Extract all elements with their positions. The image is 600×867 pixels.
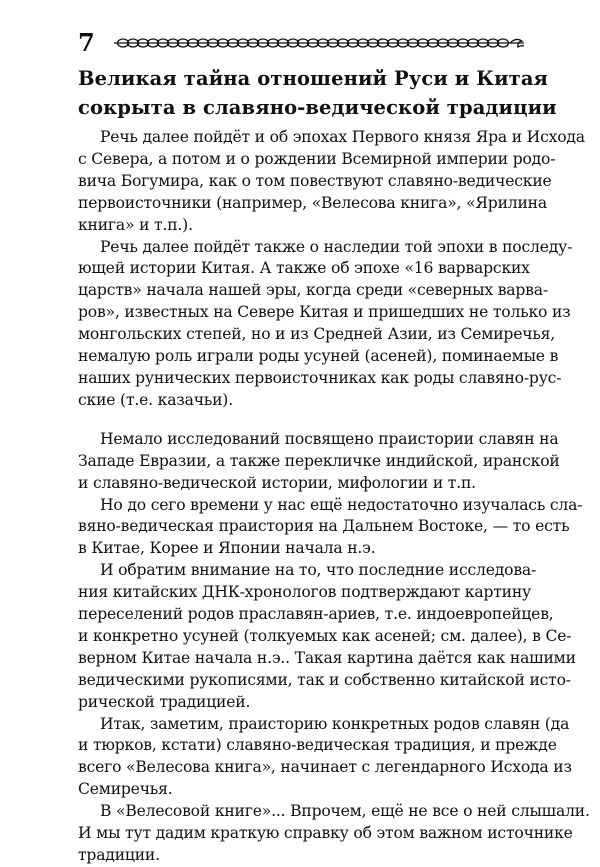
text-line: книга» и т.п.). — [78, 215, 193, 234]
text-line: царств» начала нашей эры, когда среди «северных варва- — [78, 281, 548, 300]
paragraph — [78, 495, 583, 561]
body-text — [78, 127, 590, 867]
text-line: Речь далее пойдёт и об эпохах Первого князя Яра и Исхода — [100, 128, 585, 146]
paragraph — [78, 801, 590, 867]
text-line: и тюрков, кстати) славяно-ведическая традиция, и прежде — [78, 736, 557, 755]
text-line: Западе Евразии, а также перекличке индийской, иранской — [78, 451, 560, 470]
page-number: 7 — [78, 28, 95, 57]
text-line: и конкретно усуней (толкуемых как асеней; см. далее), в Се- — [78, 626, 572, 645]
text-line: Итак, заметим, праисторию конкретных родов славян (да — [100, 714, 570, 733]
decorative-ornament — [112, 35, 526, 51]
text-line: традиции. — [78, 846, 160, 864]
text-line: ния китайских ДНК-хронологов подтверждают картину — [78, 583, 532, 602]
text-line: В «Велесовой книге»... Впрочем, ещё не все о ней слышали. — [100, 802, 590, 821]
text-line: рической традицией. — [78, 692, 251, 711]
paragraph — [78, 237, 573, 412]
text-line: верном Китае начала н.э.. Такая картина даётся как нашими — [78, 648, 576, 667]
text-line: и славяно-ведической истории, мифологии и т.п. — [78, 473, 476, 492]
text-line: всего «Велесова книга», начинает с легендарного Исхода из — [78, 758, 572, 777]
text-line: первоисточники (например, «Велесова книга», «Ярилина — [78, 193, 547, 212]
chapter-title — [78, 64, 557, 122]
text-line: наших рунических первоисточниках как роды славяно-рус- — [78, 368, 562, 387]
text-line: ющей истории Китая. А также об эпохе «16 варварских — [78, 259, 530, 278]
text-line: с Севера, а потом и о рождении Всемирной империи родо- — [78, 149, 556, 168]
text-line: ведическими рукописями, так и собственно китайской исто- — [78, 670, 571, 689]
text-line: ров», известных на Севере Китая и пришедших не только из — [78, 303, 571, 322]
text-line: вяно-ведическая праистория на Дальнем Востоке, — то есть — [78, 517, 570, 536]
text-line: Но до сего времени у нас ещё недостаточно изучалась сла- — [100, 495, 583, 514]
text-line: в Китае, Корее и Японии начала н.э. — [78, 539, 376, 558]
text-line: вича Богумира, как о том повествуют славяно-ведические — [78, 171, 552, 190]
text-line: Немало исследований посвящено праистории славян на — [100, 429, 559, 448]
paragraph — [78, 429, 560, 495]
text-line: немалую роль играли роды усуней (асеней), поминаемые в — [78, 347, 559, 366]
chapter-title-line: Великая тайна отношений Руси и Китая — [78, 67, 549, 90]
text-line: И мы тут дадим краткую справку об этом важном источнике — [78, 824, 573, 843]
chapter-title-line: сокрыта в славяно-ведической традиции — [78, 96, 557, 119]
text-line: Семиречья. — [78, 780, 173, 799]
text-line: переселений родов праславян-ариев, т.е. индоевропейцев, — [78, 605, 554, 624]
paragraph — [78, 714, 572, 802]
page-header — [78, 28, 526, 58]
text-line: И обратим внимание на то, что последние исследова- — [100, 561, 537, 580]
paragraph — [78, 560, 576, 713]
text-line: Речь далее пойдёт также о наследии той эпохи в последу- — [100, 237, 573, 256]
section-gap — [78, 412, 528, 429]
text-line: монгольских степей, но и из Средней Азии, из Семиречья, — [78, 325, 556, 344]
text-line: ские (т.е. казачьи). — [78, 390, 233, 409]
paragraph — [78, 127, 585, 237]
